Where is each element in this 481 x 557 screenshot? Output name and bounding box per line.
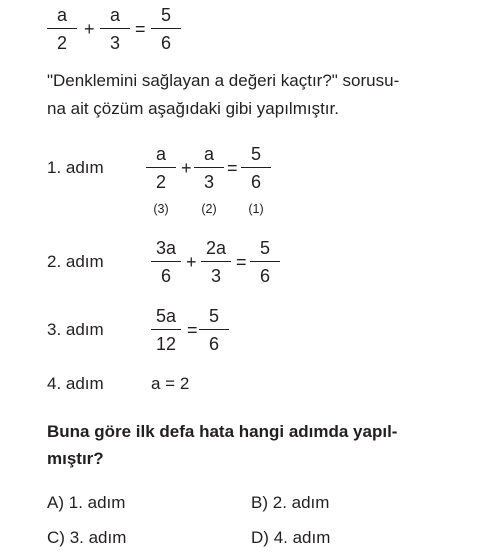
fraction <box>250 238 280 286</box>
equals-sign: = <box>236 252 247 272</box>
numerator: a <box>56 5 67 25</box>
option-letter: B) <box>251 493 268 512</box>
fraction <box>146 144 176 192</box>
step-label: 3. adım <box>47 320 104 339</box>
denominator: 6 <box>208 334 219 354</box>
fraction-bar <box>151 261 181 262</box>
fraction-a-over-2 <box>47 5 77 53</box>
plus-sign: + <box>84 19 95 39</box>
option-text: 4. adım <box>273 528 331 547</box>
option-letter: C) <box>47 528 65 547</box>
fraction-bar <box>151 329 181 330</box>
multiplier-label: (2) <box>201 202 217 216</box>
fraction-bar <box>250 261 280 262</box>
fraction-bar <box>241 167 271 168</box>
question-line-2: mıştır? <box>47 449 104 468</box>
denominator: 3 <box>210 266 221 286</box>
numerator: 5 <box>160 5 171 25</box>
equals-sign: = <box>135 19 146 39</box>
numerator: 5 <box>208 306 219 326</box>
multiplier-label: (1) <box>248 202 264 216</box>
option-a[interactable] <box>47 493 125 513</box>
equals-sign: = <box>187 320 198 340</box>
fraction-bar <box>47 28 77 29</box>
denominator: 6 <box>160 266 171 286</box>
step-result: a = 2 <box>151 374 190 393</box>
plus-sign: + <box>186 252 197 272</box>
numerator: 3a <box>155 238 177 258</box>
denominator: 2 <box>56 33 67 53</box>
numerator: 5 <box>259 238 270 258</box>
option-b[interactable] <box>251 493 329 513</box>
fraction-bar <box>199 329 229 330</box>
numerator: 5a <box>155 306 177 326</box>
denominator: 6 <box>259 266 270 286</box>
prompt-line-2: na ait çözüm aşağıdaki gibi yapılmıştır. <box>47 99 339 118</box>
fraction <box>201 238 231 286</box>
step-label: 2. adım <box>47 252 104 271</box>
fraction <box>241 144 271 192</box>
option-c[interactable] <box>47 528 126 548</box>
denominator: 2 <box>155 172 166 192</box>
equals-sign: = <box>227 158 238 178</box>
option-letter: A) <box>47 493 64 512</box>
fraction-bar <box>151 28 181 29</box>
denominator: 3 <box>203 172 214 192</box>
numerator: 5 <box>250 144 261 164</box>
fraction-a-over-3 <box>100 5 130 53</box>
plus-sign: + <box>181 158 192 178</box>
question-line-1: Buna göre ilk defa hata hangi adımda yapıl- <box>47 422 398 441</box>
multiplier-label: (3) <box>153 202 169 216</box>
option-letter: D) <box>251 528 269 547</box>
numerator: a <box>109 5 120 25</box>
option-text: 1. adım <box>68 493 126 512</box>
option-text: 3. adım <box>69 528 127 547</box>
fraction-bar <box>146 167 176 168</box>
fraction <box>151 238 181 286</box>
fraction <box>194 144 224 192</box>
fraction <box>151 306 181 354</box>
fraction-bar <box>100 28 130 29</box>
fraction-5-over-6 <box>151 5 181 53</box>
numerator: a <box>155 144 166 164</box>
denominator: 6 <box>160 33 171 53</box>
denominator: 3 <box>109 33 120 53</box>
fraction-bar <box>194 167 224 168</box>
prompt-line-1: "Denklemini sağlayan a değeri kaçtır?" sorusu- <box>47 71 400 90</box>
denominator: 12 <box>155 334 177 354</box>
fraction-bar <box>201 261 231 262</box>
denominator: 6 <box>250 172 261 192</box>
option-d[interactable] <box>251 528 330 548</box>
step-label: 4. adım <box>47 374 104 393</box>
option-text: 2. adım <box>272 493 330 512</box>
step-label: 1. adım <box>47 158 104 177</box>
numerator: 2a <box>205 238 227 258</box>
fraction <box>199 306 229 354</box>
numerator: a <box>203 144 214 164</box>
